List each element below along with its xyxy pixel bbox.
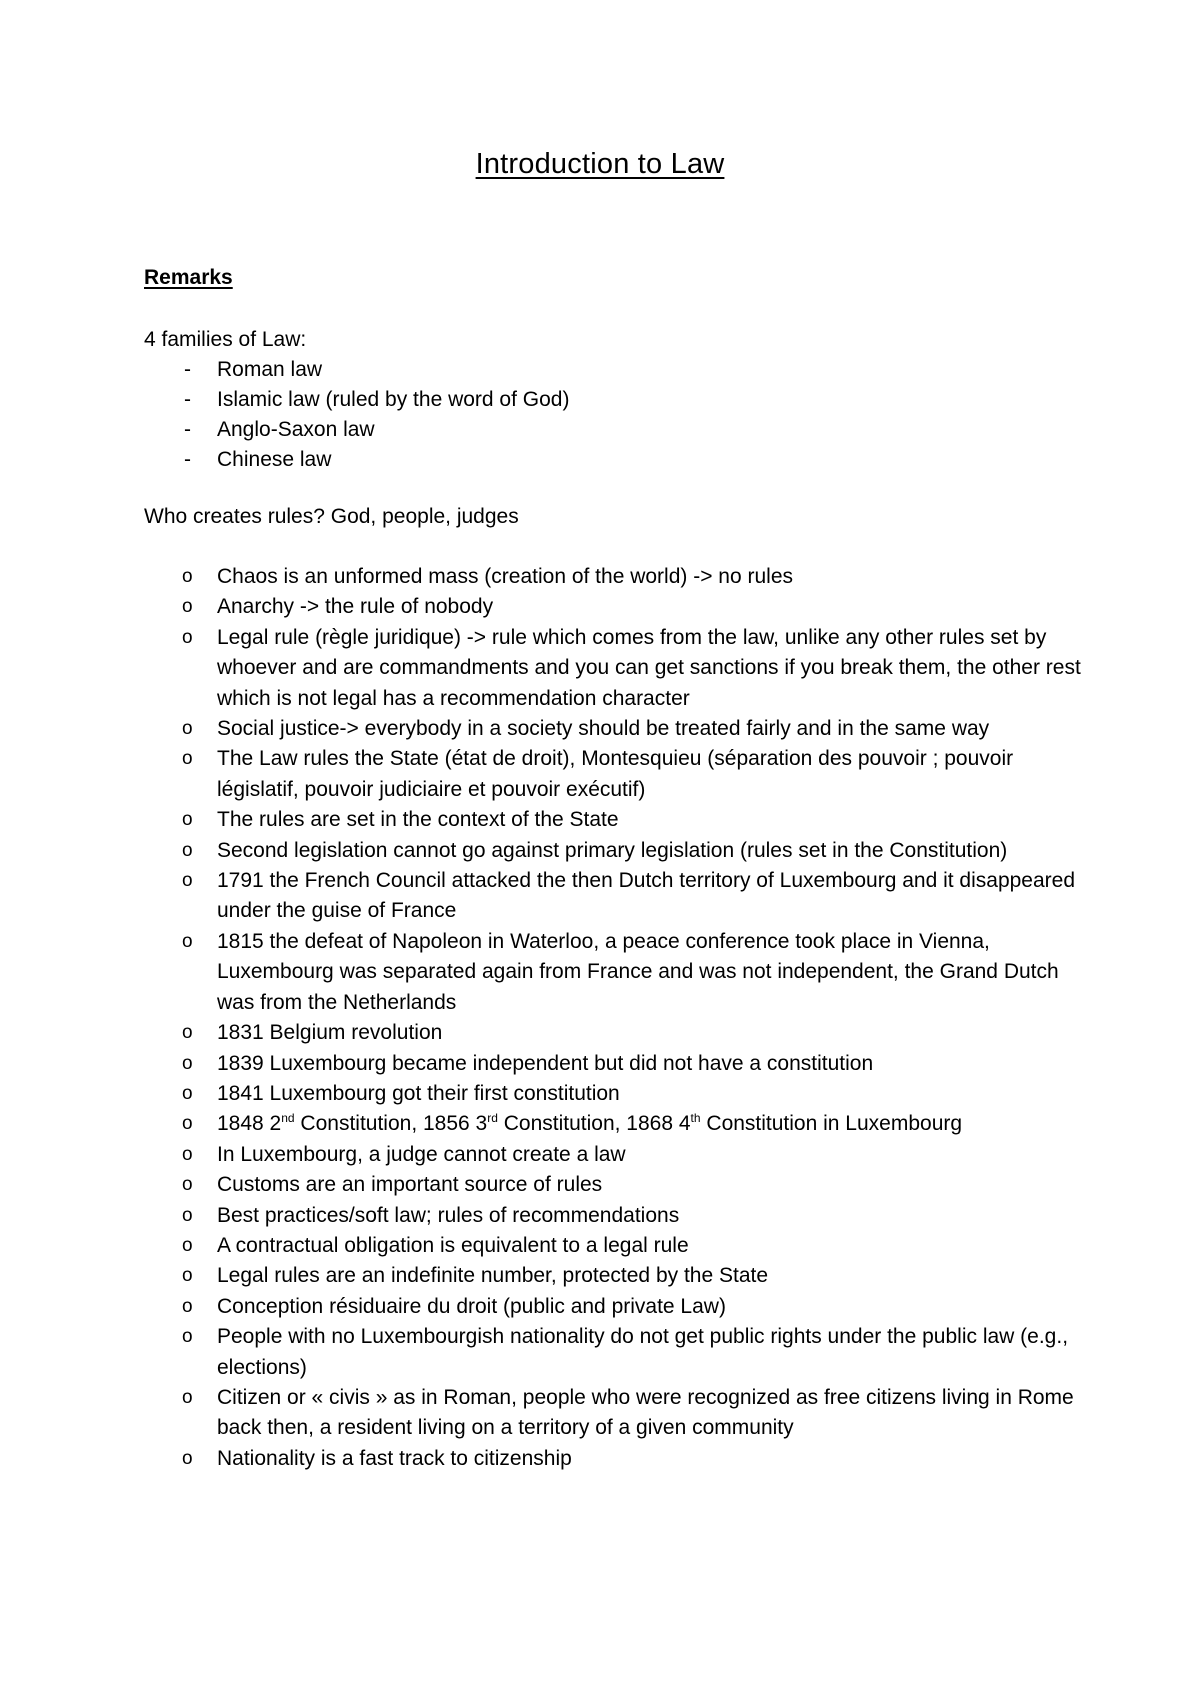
family-name: Chinese law: [217, 448, 332, 471]
remark-list-item: [144, 744, 1084, 805]
family-list-item: [144, 385, 569, 415]
remark-text: 1791 the French Council attacked the then Dutch territory of Luxembourg and it disappeared under the guise of France: [217, 869, 1076, 923]
remark-list-item: [144, 1261, 1084, 1291]
circle-bullet: o: [182, 626, 193, 648]
dash-bullet: -: [184, 418, 191, 441]
remark-text: Customs are an important source of rules: [217, 1173, 603, 1197]
families-list: [144, 355, 569, 475]
circle-bullet: o: [182, 1143, 193, 1165]
remark-text: 1831 Belgium revolution: [217, 1021, 443, 1045]
remark-list-item: [144, 1322, 1084, 1383]
remark-list-item: [144, 1079, 1084, 1109]
circle-bullet: o: [182, 809, 193, 831]
circle-bullet: o: [182, 1022, 193, 1044]
circle-bullet: o: [182, 930, 193, 952]
remark-list-item: [144, 1049, 1084, 1079]
circle-bullet: o: [182, 1174, 193, 1196]
remark-text: The Law rules the State (état de droit), Montesquieu (séparation des pouvoir ; pouvoir législatif, pouvoir judiciaire et pouvoir exécutif): [217, 747, 1014, 801]
remark-list-item: [144, 1018, 1084, 1048]
remark-text: People with no Luxembourgish nationality do not get public rights under the public law (e.g., elections): [217, 1325, 1069, 1379]
ordinal-suffix: nd: [281, 1111, 295, 1126]
remark-text: Social justice-> everybody in a society should be treated fairly and in the same way: [217, 717, 990, 741]
remark-text: 1815 the defeat of Napoleon in Waterloo, a peace conference took place in Vienna, Luxembourg was separated again from France and was not independent, the Grand Dutch was from the Netherlands: [217, 929, 1059, 1014]
remark-text-part: Constitution in Luxembourg: [700, 1112, 963, 1136]
circle-bullet: o: [182, 1447, 193, 1469]
circle-bullet: o: [182, 1326, 193, 1348]
remarks-list: [144, 562, 1084, 1474]
remark-list-item: [144, 927, 1084, 1018]
remark-list-item: [144, 1231, 1084, 1261]
circle-bullet: o: [182, 839, 193, 861]
circle-bullet: o: [182, 1204, 193, 1226]
ordinal-suffix: rd: [487, 1111, 498, 1126]
remark-list-item: [144, 836, 1084, 866]
remark-list-item: [144, 1292, 1084, 1322]
circle-bullet: o: [182, 1265, 193, 1287]
circle-bullet: o: [182, 1386, 193, 1408]
remark-text: A contractual obligation is equivalent to a legal rule: [217, 1233, 689, 1257]
remark-text: Best practices/soft law; rules of recommendations: [217, 1203, 680, 1227]
circle-bullet: o: [182, 1082, 193, 1104]
family-name: Islamic law (ruled by the word of God): [217, 388, 570, 411]
remark-list-item: [144, 623, 1084, 714]
document-title: Introduction to Law: [475, 148, 725, 180]
circle-bullet: o: [182, 1295, 193, 1317]
circle-bullet: o: [182, 870, 193, 892]
family-name: Anglo-Saxon law: [217, 418, 375, 441]
remark-list-item: [144, 1109, 1084, 1139]
remark-text: Legal rule (règle juridique) -> rule which comes from the law, unlike any other rules set by whoever and are commandments and you can get sanctions if you break them, the other rest which is not legal has a recommendation character: [217, 625, 1081, 710]
remark-list-item: [144, 714, 1084, 744]
remark-list-item: [144, 1201, 1084, 1231]
remark-list-item: [144, 562, 1084, 592]
family-list-item: [144, 415, 569, 445]
circle-bullet: o: [182, 1113, 193, 1135]
families-label: 4 families of Law:: [144, 328, 307, 351]
dash-bullet: -: [184, 358, 191, 381]
remark-text: Nationality is a fast track to citizenship: [217, 1446, 572, 1470]
section-heading-remarks: Remarks: [144, 266, 233, 289]
remark-text: Chaos is an unformed mass (creation of the world) -> no rules: [217, 565, 794, 588]
remark-text-part: 1848 2: [217, 1112, 282, 1136]
remark-text-part: Constitution, 1856 3: [294, 1112, 488, 1136]
remark-list-item: [144, 1383, 1084, 1444]
dash-bullet: -: [184, 388, 191, 411]
family-list-item: [144, 355, 569, 385]
remark-list-item: [144, 1140, 1084, 1170]
dash-bullet: -: [184, 448, 191, 471]
remark-text: In Luxembourg, a judge cannot create a law: [217, 1142, 626, 1166]
remark-list-item: [144, 1170, 1084, 1200]
circle-bullet: o: [182, 566, 193, 587]
ordinal-suffix: th: [690, 1111, 701, 1126]
circle-bullet: o: [182, 1052, 193, 1074]
remark-list-item: [144, 592, 1084, 622]
circle-bullet: o: [182, 718, 193, 740]
remark-list-item: [144, 805, 1084, 835]
remark-text: [217, 1112, 962, 1135]
family-list-item: [144, 445, 569, 475]
family-name: Roman law: [217, 358, 323, 381]
remark-text: Legal rules are an indefinite number, protected by the State: [217, 1264, 769, 1288]
remark-text: Conception résiduaire du droit (public and private Law): [217, 1294, 726, 1318]
circle-bullet: o: [182, 1234, 193, 1256]
circle-bullet: o: [182, 748, 193, 770]
remark-list-item: [144, 1444, 1084, 1474]
remark-text: Citizen or « civis » as in Roman, people who were recognized as free citizens living in Rome back then, a resident living on a territory of a given community: [217, 1385, 1074, 1440]
remark-text: 1841 Luxembourg got their first constitution: [217, 1081, 620, 1105]
remark-text: Second legislation cannot go against primary legislation (rules set in the Constitution): [217, 838, 1008, 862]
remark-list-item: [144, 866, 1084, 927]
who-creates-rules: Who creates rules? God, people, judges: [144, 505, 519, 528]
remark-text: 1839 Luxembourg became independent but did not have a constitution: [217, 1051, 874, 1075]
circle-bullet: o: [182, 596, 193, 618]
remark-text-part: Constitution, 1868 4: [497, 1112, 691, 1136]
remark-text: The rules are set in the context of the State: [217, 808, 619, 832]
remark-text: Anarchy -> the rule of nobody: [217, 595, 494, 619]
